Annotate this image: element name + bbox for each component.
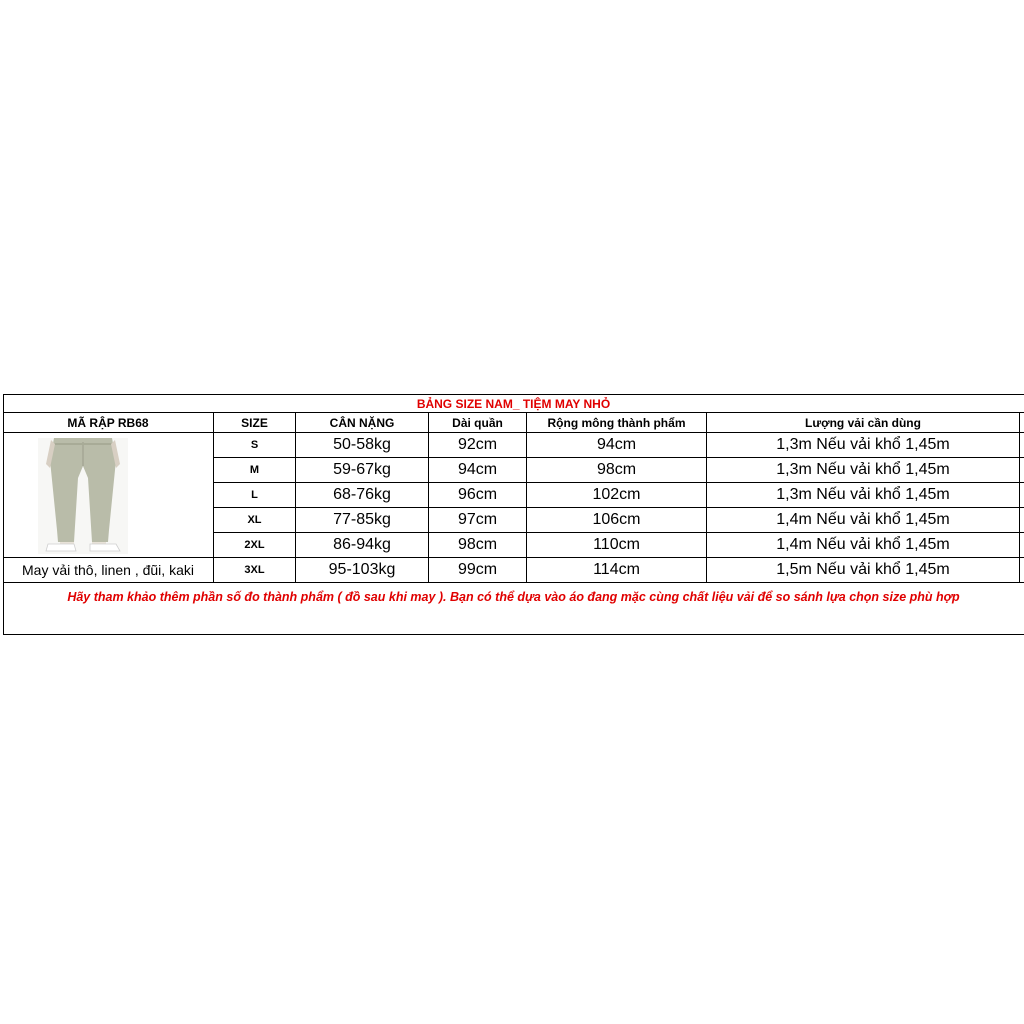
header-pattern-code: MÃ RẬP RB68 xyxy=(67,415,149,430)
row-weight: 59-67kg xyxy=(333,461,391,478)
size-chart-table xyxy=(3,394,1024,635)
header-fabric-amount: Lượng vải cần dùng xyxy=(805,415,921,430)
header-weight: CÂN NẶNG xyxy=(329,415,395,430)
row-weight: 50-58kg xyxy=(333,436,391,453)
row-size: M xyxy=(249,464,260,476)
grid-line xyxy=(3,634,1024,635)
row-hip-width: 106cm xyxy=(592,511,641,528)
header-length: Dài quần xyxy=(452,415,503,430)
row-length: 98cm xyxy=(457,536,498,553)
row-size: XL xyxy=(247,514,262,526)
header-size: SIZE xyxy=(241,415,268,430)
row-hip-width: 102cm xyxy=(592,486,641,503)
row-weight: 77-85kg xyxy=(333,511,391,528)
row-hip-width: 110cm xyxy=(593,536,640,553)
table-title: BẢNG SIZE NAM_ TIỆM MAY NHỎ xyxy=(416,396,611,411)
trousers-product-image xyxy=(38,438,128,554)
row-fabric-amount: 1,4m Nếu vải khổ 1,45m xyxy=(776,511,950,528)
row-size: L xyxy=(251,489,258,501)
row-length: 92cm xyxy=(457,436,498,453)
row-fabric-amount: 1,5m Nếu vải khổ 1,45m xyxy=(776,561,950,578)
row-weight: 68-76kg xyxy=(333,486,391,503)
row-fabric-amount: 1,3m Nếu vải khổ 1,45m xyxy=(776,486,950,503)
row-fabric-amount: 1,3m Nếu vải khổ 1,45m xyxy=(776,461,950,478)
row-weight: 95-103kg xyxy=(328,561,396,578)
row-length: 97cm xyxy=(457,511,498,528)
sizing-note: Hãy tham khảo thêm phần số đo thành phẩm ( đồ sau khi may ). Bạn có thể dựa vào áo đang mặc cùng chất liệu vải để so sánh lựa chọn size phù hợp xyxy=(67,589,960,604)
row-fabric-amount: 1,4m Nếu vải khổ 1,45m xyxy=(776,536,950,553)
row-fabric-amount: 1,3m Nếu vải khổ 1,45m xyxy=(776,436,950,453)
row-size: 3XL xyxy=(244,564,265,576)
row-weight: 86-94kg xyxy=(333,536,391,553)
grid-line xyxy=(1019,412,1020,582)
row-hip-width: 94cm xyxy=(596,436,637,453)
row-length: 99cm xyxy=(457,561,498,578)
fabric-types-text: May vải thô, linen , đũi, kaki xyxy=(22,562,194,578)
row-size: 2XL xyxy=(244,539,265,551)
row-length: 94cm xyxy=(457,461,498,478)
row-size: S xyxy=(250,439,259,451)
row-length: 96cm xyxy=(457,486,498,503)
header-hip-width: Rộng mông thành phẩm xyxy=(547,415,686,430)
row-hip-width: 98cm xyxy=(596,461,637,478)
row-hip-width: 114cm xyxy=(593,561,640,578)
